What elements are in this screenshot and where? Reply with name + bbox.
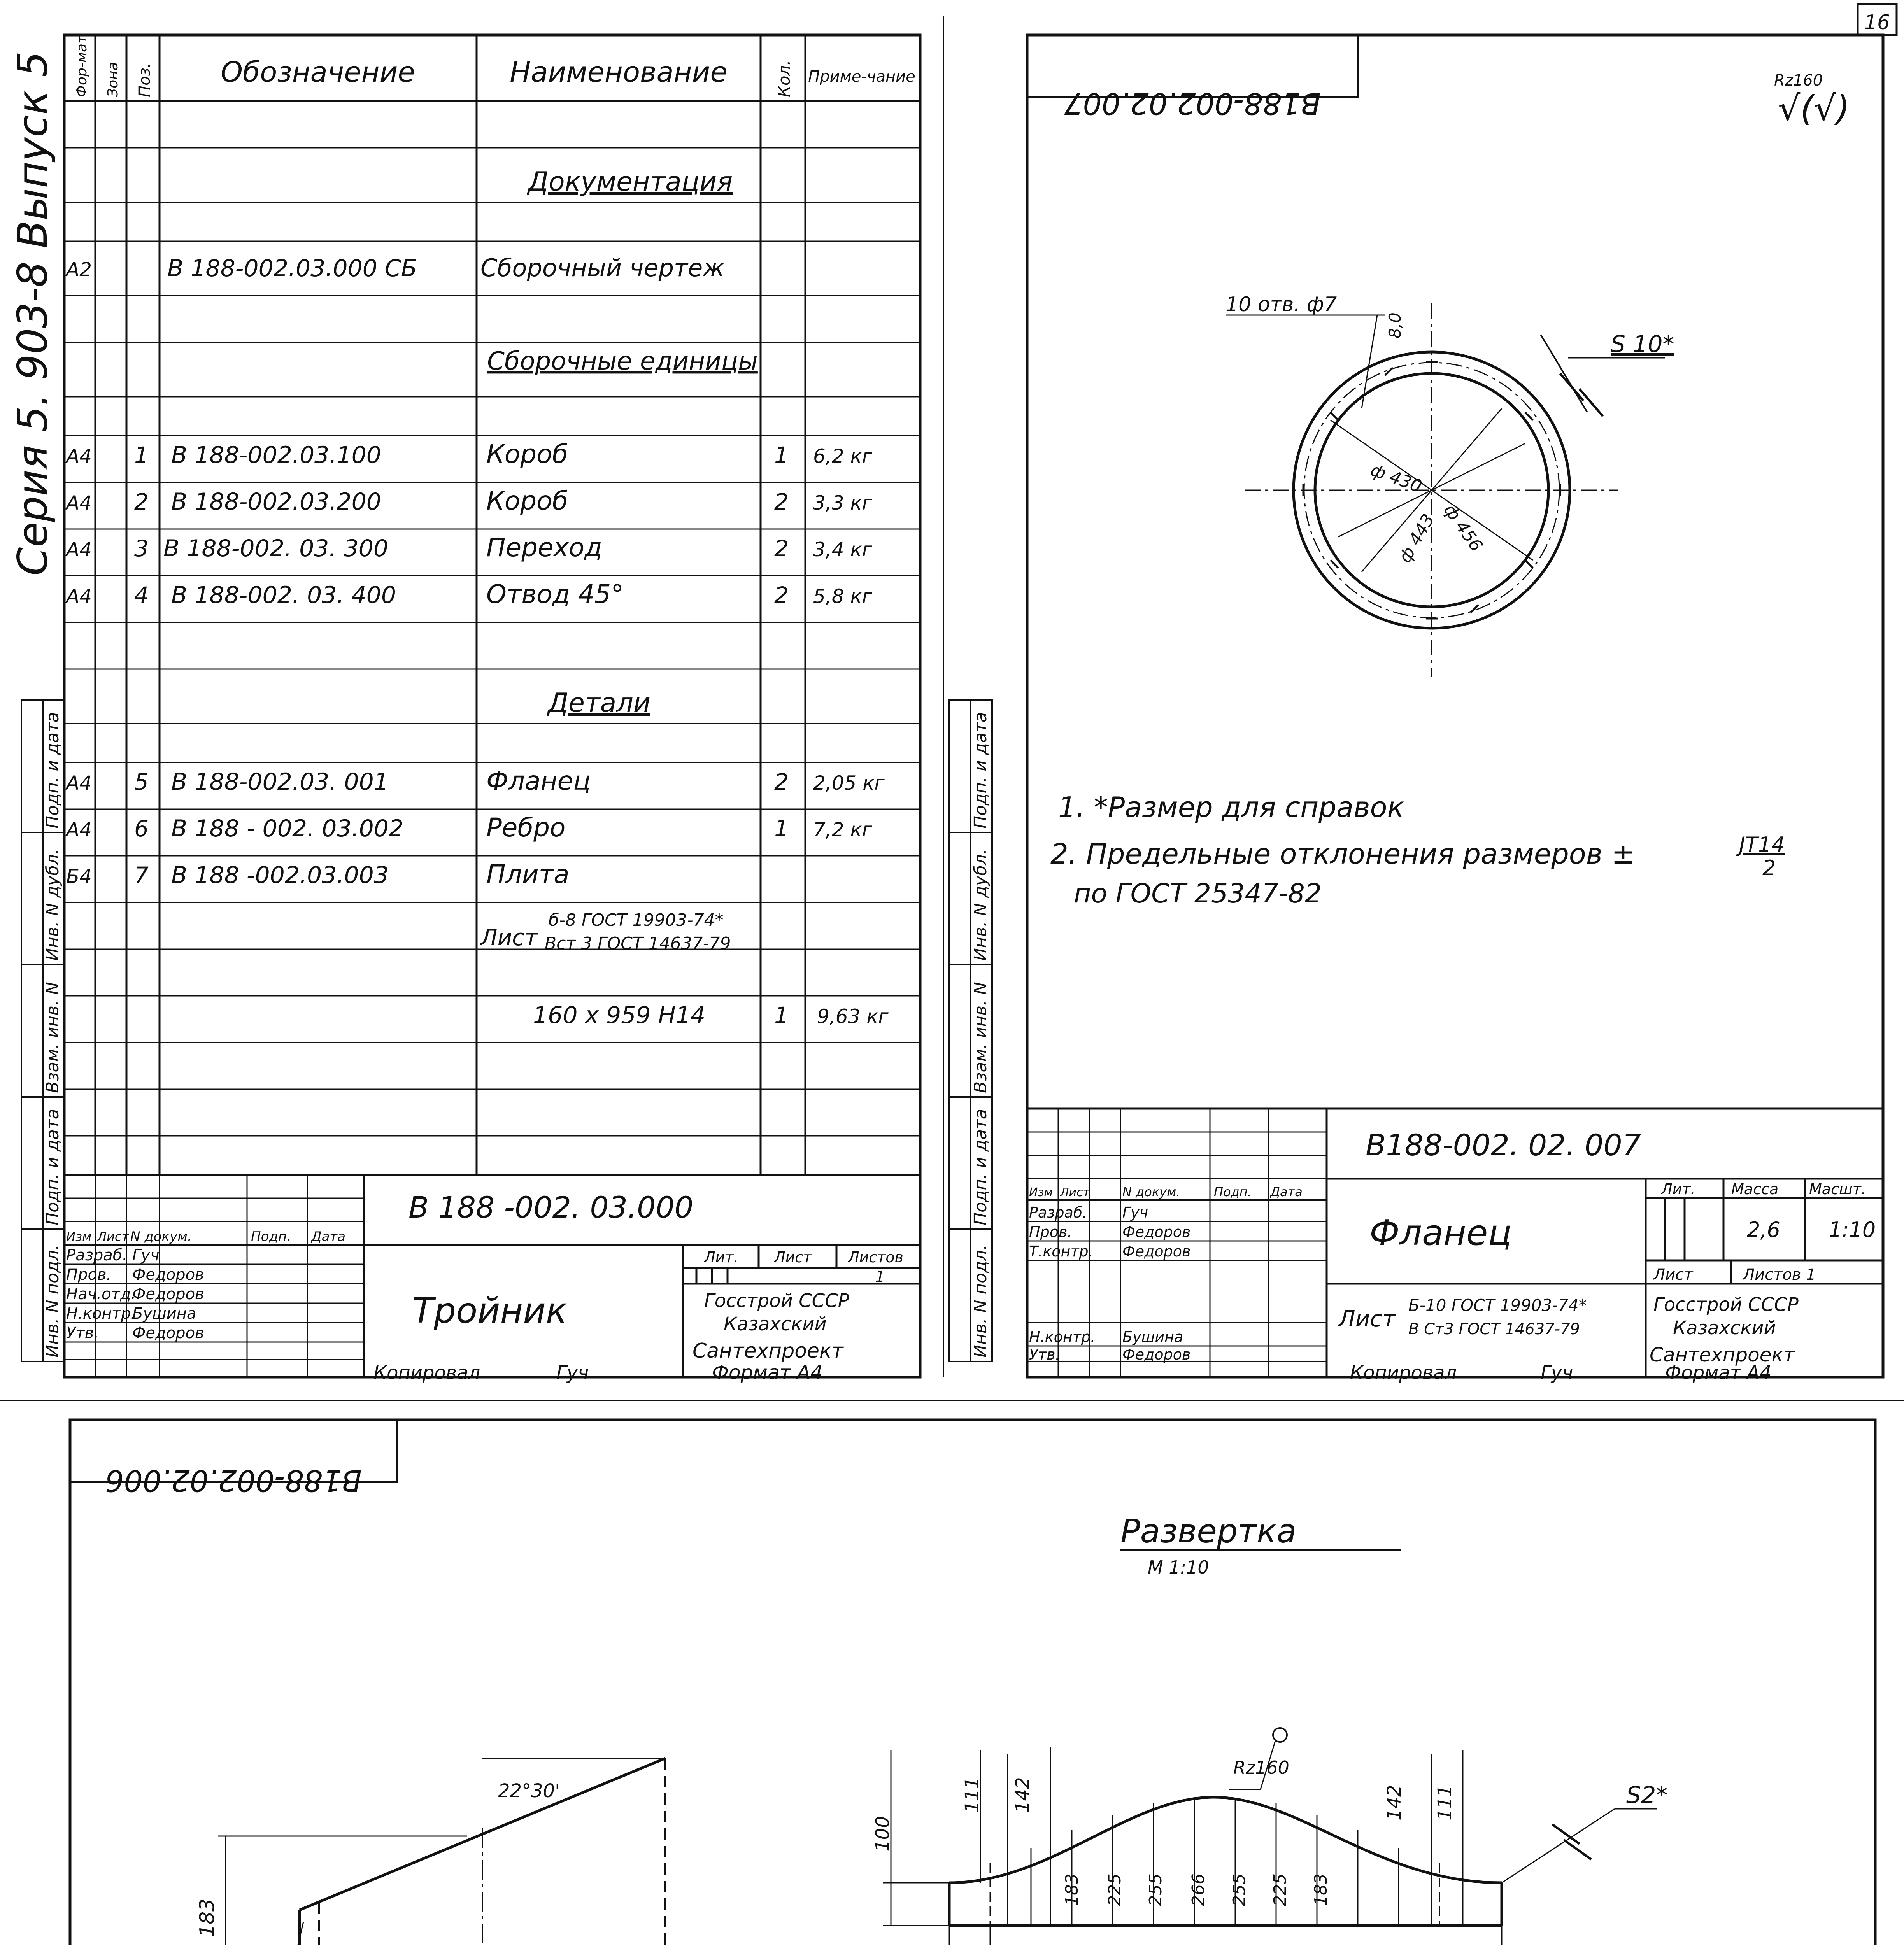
pipe-mirror-number: В188-002.02.006 <box>105 1463 362 1498</box>
spec-format: Формат А4 <box>712 1361 823 1384</box>
pipe-panel <box>0 1400 1904 1945</box>
flange-note2-frac-bottom: 2 <box>1762 856 1776 880</box>
svg-text:Разраб.: Разраб. <box>1029 1204 1087 1221</box>
flange-side-podp2: Подп. и дата <box>971 712 991 829</box>
razvertka-scale: М 1:10 <box>1148 1557 1209 1578</box>
flange-d-bolt: ф 443 <box>1395 510 1439 566</box>
section-details: Детали <box>548 688 650 718</box>
spec-panel <box>9 35 920 1384</box>
plate-material-line1: б-8 ГОСТ 19903-74* <box>549 910 724 930</box>
flange-org2: Казахский <box>1673 1317 1776 1339</box>
series-label: Серия 5. 903-8 Выпуск 5 <box>9 51 56 576</box>
flange-rz: Rz160 <box>1774 72 1823 89</box>
hdr-pos: Поз. <box>136 63 154 97</box>
spec-col-sheet: Лист <box>774 1249 812 1266</box>
svg-text:Н.контр.: Н.контр. <box>66 1305 136 1323</box>
svg-text:А4: А4 <box>66 538 92 561</box>
svg-text:А4: А4 <box>66 445 92 468</box>
section-units: Сборочные единицы <box>487 347 758 376</box>
dev-inner-4: 255 <box>1229 1873 1249 1906</box>
spec-hdr-list: Лист <box>97 1229 129 1244</box>
flange-note2-tail: по ГОСТ 25347-82 <box>1074 878 1322 909</box>
svg-text:Фланец: Фланец <box>486 766 591 796</box>
spec-title: Тройник <box>412 1290 567 1331</box>
flange-hdr-list: Лист <box>1060 1186 1090 1199</box>
flange-side-dubl: Инв. N дубл. <box>971 848 991 961</box>
svg-text:7,2 кг: 7,2 кг <box>813 818 872 841</box>
spec-roles <box>66 1246 204 1342</box>
flange-note2: 2. Предельные отклонения размеров ± <box>1050 838 1635 870</box>
hdr-designation: Обозначение <box>221 56 415 88</box>
svg-text:Бушина: Бушина <box>132 1305 196 1323</box>
svg-text:Б4: Б4 <box>66 865 92 888</box>
flange-material-line1: Б-10 ГОСТ 19903-74* <box>1408 1296 1587 1315</box>
svg-text:2: 2 <box>774 582 789 608</box>
svg-text:Плита: Плита <box>486 859 570 889</box>
plate-qty: 1 <box>774 1002 789 1029</box>
side-vzam: Взам. инв. N <box>43 982 63 1093</box>
hdr-zone: Зона <box>105 62 121 97</box>
dev-top-4: 111 <box>1434 1785 1456 1821</box>
svg-text:Разраб.: Разраб. <box>66 1246 128 1264</box>
svg-text:А4: А4 <box>66 772 92 794</box>
svg-text:Т.контр.: Т.контр. <box>1029 1243 1093 1260</box>
flange-org1: Госстрой СССР <box>1653 1294 1799 1316</box>
svg-text:Ребро: Ребро <box>486 813 566 843</box>
spec-hdr-izm: Изм <box>66 1229 92 1244</box>
dev-inner-0: 183 <box>1062 1873 1082 1906</box>
table-row <box>66 859 570 889</box>
dev-rz: Rz160 <box>1233 1757 1289 1778</box>
svg-text:Утв.: Утв. <box>66 1324 99 1342</box>
svg-text:3,3 кг: 3,3 кг <box>813 492 872 514</box>
svg-text:2: 2 <box>774 769 789 795</box>
development-ordinates <box>980 1747 1463 1926</box>
svg-text:А4: А4 <box>66 492 92 514</box>
hdr-note: Приме-чание <box>808 68 915 86</box>
svg-text:В 188 -002.03.003: В 188 -002.03.003 <box>171 862 389 889</box>
hdr-qty: Кол. <box>775 60 794 97</box>
spec-copied: Копировал <box>373 1362 480 1384</box>
table-row <box>65 766 885 796</box>
svg-text:1: 1 <box>134 442 149 468</box>
flange-col-sheets: Листов 1 <box>1743 1266 1816 1284</box>
side-inv-dubl: Инв. N дубл. <box>43 848 63 961</box>
svg-text:В 188-002.03. 001: В 188-002.03. 001 <box>171 768 389 796</box>
flange-format: Формат А4 <box>1665 1362 1772 1384</box>
svg-text:Гуч: Гуч <box>132 1246 160 1264</box>
flange-panel <box>943 16 1883 1384</box>
svg-text:2: 2 <box>134 489 149 515</box>
row-name: Сборочный чертеж <box>480 254 725 282</box>
razvertka-title: Развертка <box>1120 1512 1297 1550</box>
flange-side-inv: Инв. N подл. <box>971 1244 991 1358</box>
flange-side-podp: Подп. и дата <box>971 1109 991 1225</box>
dev-inner-2: 255 <box>1146 1873 1166 1906</box>
spec-org3: Сантехпроект <box>693 1339 843 1363</box>
flange-note1: 1. *Размер для справок <box>1058 791 1404 824</box>
spec-copied-name: Гуч <box>556 1362 589 1384</box>
svg-text:Федоров: Федоров <box>132 1285 204 1303</box>
flange-holes: 10 отв. ф7 <box>1226 293 1337 316</box>
flange-hdr-podp: Подп. <box>1214 1185 1252 1199</box>
flange-material-line2: В Ст3 ГОСТ 14637-79 <box>1408 1320 1580 1338</box>
dev-top-3: 142 <box>1383 1785 1405 1821</box>
dev-inner-5: 225 <box>1270 1873 1290 1906</box>
svg-text:Короб: Короб <box>486 486 568 516</box>
svg-text:Гуч: Гуч <box>1122 1204 1148 1221</box>
svg-text:6: 6 <box>134 815 149 842</box>
plate-material-line2: Вст 3 ГОСТ 14637-79 <box>545 934 731 953</box>
dev-s2: S2* <box>1626 1782 1668 1809</box>
flange-col-lit: Лит. <box>1661 1181 1695 1198</box>
flange-title: Фланец <box>1369 1213 1512 1253</box>
plate-note: 9,63 кг <box>817 1005 889 1028</box>
svg-text:Утв.: Утв. <box>1029 1346 1060 1363</box>
svg-text:2,05 кг: 2,05 кг <box>813 772 885 794</box>
svg-text:2: 2 <box>774 535 789 562</box>
flange-doc-number: В188-002. 02. 007 <box>1366 1128 1641 1162</box>
flange-material-prefix: Лист <box>1338 1305 1396 1332</box>
table-row <box>65 486 873 516</box>
flange-note2-frac-top: JT14 <box>1739 832 1785 857</box>
spec-org2: Казахский <box>724 1313 827 1335</box>
svg-text:Н.контр.: Н.контр. <box>1029 1328 1096 1346</box>
svg-text:В 188-002.03.100: В 188-002.03.100 <box>171 442 381 469</box>
spec-col-lit: Лит. <box>704 1249 738 1266</box>
svg-text:А4: А4 <box>66 818 92 841</box>
svg-text:Федоров: Федоров <box>132 1324 204 1342</box>
flange-hdr-izm: Изм <box>1029 1186 1053 1199</box>
flange-roles <box>1029 1204 1190 1363</box>
svg-text:А4: А4 <box>66 585 92 608</box>
svg-text:Пров.: Пров. <box>1029 1223 1072 1241</box>
svg-text:2: 2 <box>774 489 789 515</box>
plate-size: 160 х 959 Н14 <box>533 1002 706 1029</box>
flange-col-scale: Масшт. <box>1809 1181 1866 1198</box>
hdr-name: Наименование <box>510 56 728 88</box>
dev-top-2: 142 <box>1012 1777 1034 1813</box>
flange-thickness: S 10* <box>1611 331 1674 358</box>
hdr-format: Фор-мат <box>74 35 90 97</box>
svg-text:1: 1 <box>774 442 789 468</box>
svg-text:5,8 кг: 5,8 кг <box>813 585 872 608</box>
table-row <box>65 579 873 609</box>
flange-d-outer: ф 456 <box>1439 501 1487 555</box>
table-row <box>65 439 873 469</box>
svg-text:6,2 кг: 6,2 кг <box>813 445 872 468</box>
flange-col-mass: Масса <box>1731 1181 1779 1198</box>
svg-text:В 188 - 002. 03.002: В 188 - 002. 03.002 <box>171 815 404 842</box>
flange-copied: Копировал <box>1350 1362 1457 1384</box>
flange-mirror-number: В188-002.02.007 <box>1064 86 1321 121</box>
table-row <box>65 533 873 562</box>
flange-col-sheet: Лист <box>1653 1266 1693 1284</box>
svg-text:Короб: Короб <box>486 439 568 469</box>
svg-text:7: 7 <box>134 862 149 888</box>
pipe-angle: 22°30' <box>498 1780 560 1802</box>
spec-sheets-value: 1 <box>875 1268 885 1285</box>
flange-d-inner: ф 430 <box>1368 460 1425 497</box>
svg-text:Нач.отд.: Нач.отд. <box>66 1285 136 1303</box>
spec-col-sheets: Листов <box>848 1249 903 1266</box>
svg-text:3: 3 <box>134 535 149 562</box>
svg-text:В 188-002. 03. 300: В 188-002. 03. 300 <box>163 535 389 562</box>
sheet-number: 16 <box>1864 11 1890 34</box>
spec-hdr-podp: Подп. <box>251 1229 291 1244</box>
flange-copied-name: Гуч <box>1541 1362 1573 1384</box>
svg-text:В 188-002.03.200: В 188-002.03.200 <box>171 488 381 515</box>
svg-text:3,4 кг: 3,4 кг <box>813 538 872 561</box>
svg-text:4: 4 <box>134 582 149 608</box>
pipe-side-view <box>218 1758 665 1945</box>
spec-hdr-ndoc: N докум. <box>130 1229 192 1244</box>
side-inv-podl: Инв. N подл. <box>43 1244 63 1358</box>
svg-text:Федоров: Федоров <box>1122 1243 1191 1260</box>
svg-text:Переход: Переход <box>486 533 602 562</box>
dev-top-0: 100 <box>872 1816 894 1852</box>
flange-drawing <box>1226 303 1665 677</box>
dev-top-1: 111 <box>961 1777 983 1813</box>
flange-mass: 2,6 <box>1747 1218 1780 1242</box>
row-designation: В 188-002.03.000 СБ <box>167 255 417 282</box>
pipe-h183: 183 <box>196 1898 219 1937</box>
flange-roughness-symbol: √(√) <box>1778 88 1850 129</box>
table-row <box>65 813 873 843</box>
dev-inner-6: 183 <box>1311 1873 1331 1906</box>
svg-text:В 188-002. 03. 400: В 188-002. 03. 400 <box>171 582 396 609</box>
flange-scale: 1:10 <box>1829 1218 1876 1242</box>
svg-text:Пров.: Пров. <box>66 1266 112 1284</box>
svg-text:5: 5 <box>134 769 149 795</box>
svg-text:Отвод 45°: Отвод 45° <box>486 579 624 609</box>
row-format: А2 <box>66 258 92 281</box>
flange-hole-offset: 8,0 <box>1385 312 1404 338</box>
svg-text:1: 1 <box>774 815 789 842</box>
flange-hdr-ndoc: N докум. <box>1122 1185 1180 1199</box>
svg-text:Федоров: Федоров <box>1122 1223 1191 1241</box>
flange-org3: Сантехпроект <box>1650 1344 1795 1366</box>
spec-org1: Госстрой СССР <box>704 1290 849 1312</box>
side-podp-data2: Подп. и дата <box>43 712 63 829</box>
section-docs: Документация <box>528 166 733 197</box>
spec-hdr-data: Дата <box>311 1229 346 1244</box>
side-podp-data: Подп. и дата <box>43 1109 63 1225</box>
plate-material-prefix: Лист <box>480 924 538 951</box>
dev-inner-3: 266 <box>1189 1873 1208 1906</box>
svg-text:Федоров: Федоров <box>132 1266 204 1284</box>
svg-text:Бушина: Бушина <box>1122 1328 1183 1346</box>
spec-doc-number: В 188 -002. 03.000 <box>409 1190 694 1225</box>
svg-text:Федоров: Федоров <box>1122 1346 1191 1363</box>
dev-inner-1: 225 <box>1105 1873 1125 1906</box>
flange-hdr-data: Дата <box>1270 1185 1303 1199</box>
flange-side-vzam: Взам. инв. N <box>971 982 991 1093</box>
